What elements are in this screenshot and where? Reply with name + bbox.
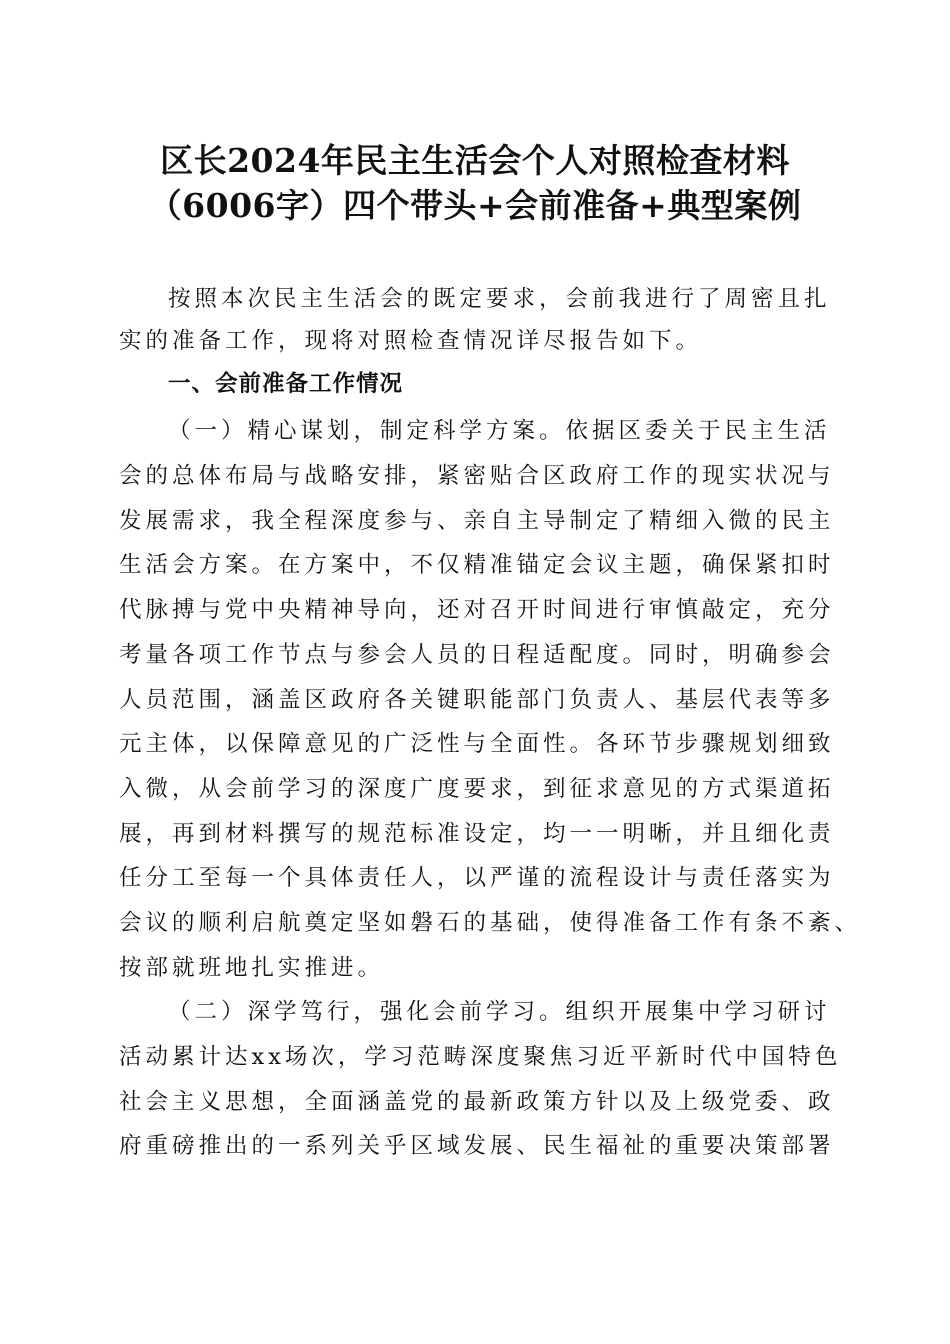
para1-line-7: 人员范围，涵盖区政府各关键职能部门负责人、基层代表等多: [119, 687, 835, 713]
para1-line-5: 代脉搏与党中央精神导向，还对召开时间进行审慎敲定，充分: [119, 597, 835, 623]
document-title-line-2: （6006字）四个带头+会前准备+典型案例: [148, 186, 802, 225]
intro-line-1: 按照本次民主生活会的既定要求，会前我进行了周密且扎: [168, 286, 831, 312]
para1-line-9: 入微，从会前学习的深度广度要求，到征求意见的方式渠道拓: [119, 776, 835, 802]
para1-line-3: 发展需求，我全程深度参与、亲自主导制定了精细入微的民主: [119, 508, 835, 534]
para2-line-2: 活动累计达xx场次，学习范畴深度聚焦习近平新时代中国特色: [119, 1044, 842, 1070]
para2-line-4: 府重磅推出的一系列关乎区域发展、民生福祉的重要决策部署: [119, 1133, 835, 1159]
para1-line-13: 按部就班地扎实推进。: [119, 955, 385, 981]
intro-line-2: 实的准备工作，现将对照检查情况详尽报告如下。: [119, 328, 703, 354]
para1-line-10: 展，再到材料撰写的规范标准设定，均一一明晰，并且细化责: [119, 821, 835, 847]
document-title-line-1: 区长2024年民主生活会个人对照检查材料: [160, 141, 790, 180]
para1-line-2: 会的总体布局与战略安排，紧密贴合区政府工作的现实状况与: [119, 463, 835, 489]
para2-line-3: 社会主义思想，全面涵盖党的最新政策方针以及上级党委、政: [119, 1089, 835, 1115]
para1-line-6: 考量各项工作节点与参会人员的日程适配度。同时，明确参会: [119, 642, 835, 668]
para1-line-1: （一）精心谋划，制定科学方案。依据区委关于民主生活: [168, 418, 831, 444]
para1-line-8: 元主体，以保障意见的广泛性与全面性。各环节步骤规划细致: [119, 731, 835, 757]
para2-line-1: （二）深学笃行，强化会前学习。组织开展集中学习研讨: [168, 999, 831, 1025]
para1-line-4: 生活会方案。在方案中，不仅精准锚定会议主题，确保紧扣时: [119, 552, 835, 578]
section-heading-1: 一、会前准备工作情况: [168, 371, 404, 397]
para1-line-11: 任分工至每一个具体责任人，以严谨的流程设计与责任落实为: [119, 865, 835, 891]
para1-line-12: 会议的顺利启航奠定坚如磐石的基础，使得准备工作有条不紊、: [119, 910, 862, 936]
